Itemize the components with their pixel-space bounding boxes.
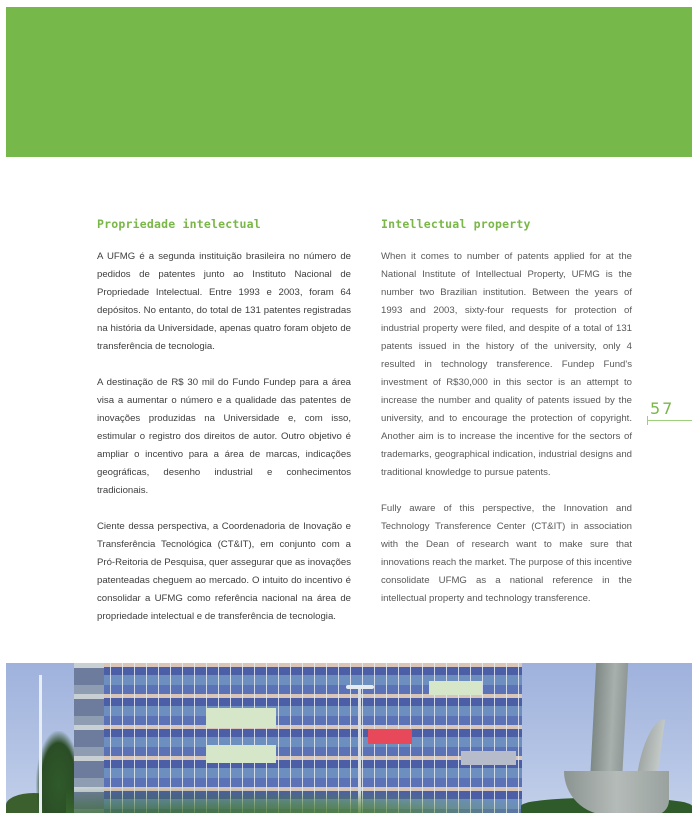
photo-facade-panel xyxy=(206,708,276,728)
page-number: 57 xyxy=(650,399,675,418)
photo-facade-panel-red xyxy=(368,729,412,744)
section-heading-en: Intellectual property xyxy=(381,217,531,231)
photo-lamp-head xyxy=(346,685,374,689)
page-number-tick xyxy=(647,416,648,425)
photo-monument-obelisk xyxy=(590,663,628,785)
paragraph-pt-2: A destinação de R$ 30 mil do Fundo Fundep para a área visa a aumentar o número e a qualidade das patentes de inovações produzidas na Universidade e, com isso, estimular o registro dos direitos de autor. Outro objetivo é ampliar o incentivo para a área de marcas, indicações geográficas, desenho industrial e conhecimentos tradicionais. xyxy=(97,377,351,496)
section-heading-pt: Propriedade intelectual xyxy=(97,217,261,231)
paragraph-en-1: When it comes to number of patents applied for at the National Institute of Intellectual Property, UFMG is the number two Brazilian institution. Between the years of 1993 and 2003, sixty-four requests for protection of industrial property were filed, and despite of a total of 131 patents issued in the history of the university, only 4 resulted in technology transference. Fundep Fund's investment of R$30,000 in this sector is an attempt to increase the number and quality of patents issued by the university, and to encourage the protection of copyright. Another aim is to increase the incentive for the sectors of trademarks, geographical indication, industrial designs and traditional knowledge to pursue patents. xyxy=(381,251,632,478)
page-number-rule xyxy=(647,420,692,421)
paragraph-pt-1: A UFMG é a segunda instituição brasileira no número de pedidos de patentes junto ao Instituto Nacional de Propriedade Intelectual. Entre 1993 e 2003, foram 64 depósitos. No entanto, do total de 131 patentes registradas na história da Universidade, apenas quatro foram objeto de transferência de tecnologia. xyxy=(97,251,351,352)
photo-facade-panel xyxy=(206,745,276,763)
header-banner xyxy=(6,7,692,157)
photo-trees xyxy=(66,781,526,813)
photo-flagpole xyxy=(39,675,42,813)
photo-facade-panel xyxy=(461,751,516,765)
paragraph-en-2: Fully aware of this perspective, the Innovation and Technology Transference Center (CT&IT) in association with the Dean of research want to make sure that innovations reach the market. The purpose of this incentive consolidate UFMG as a national reference in the intellectual property and technology transference. xyxy=(381,503,633,604)
photo-facade-panel xyxy=(429,681,482,695)
english-column xyxy=(381,216,632,626)
campus-photo xyxy=(6,663,692,813)
portuguese-column xyxy=(97,216,351,644)
paragraph-pt-3: Ciente dessa perspectiva, a Coordenadoria de Inovação e Transferência Tecnológica (CT&IT), em conjunto com a Pró-Reitoria de Pesquisa, quer assegurar que as inovações patenteadas cheguem ao mercado. O intuito do incentivo é consolidar a UFMG como referência nacional na área de propriedade intelectual e de transferência de tecnologia. xyxy=(97,521,351,622)
photo-monument-horn xyxy=(637,717,665,779)
